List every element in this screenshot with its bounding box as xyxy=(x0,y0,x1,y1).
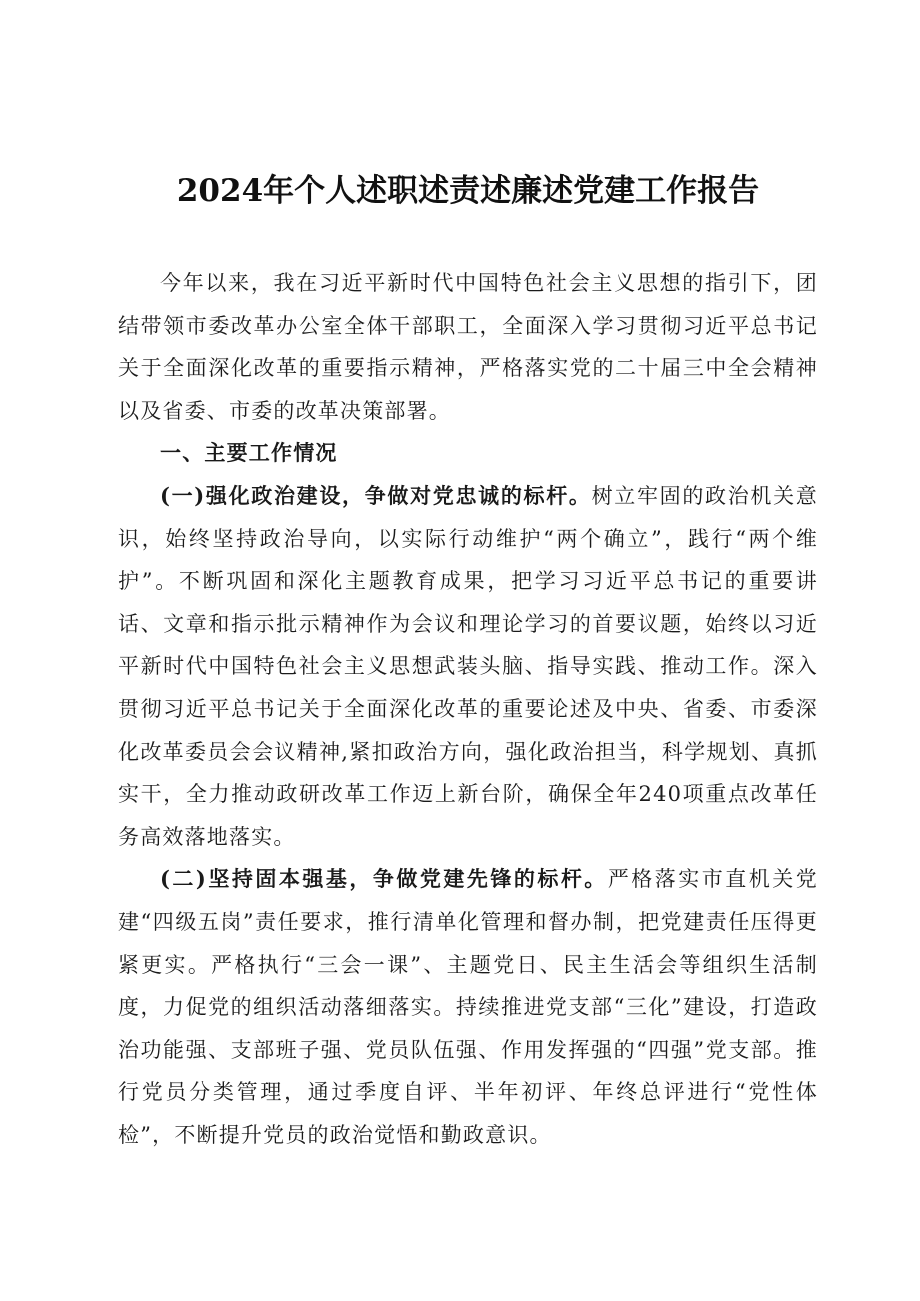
document-body xyxy=(118,262,818,1156)
item-2-body: 严格落实市直机关党建“四级五岗”责任要求，推行清单化管理和督办制，把党建责任压得更紧更实。严格执行“三会一课”、主题党日、民主生活会等组织生活制度，力促党的组织活动落细落实。持续推进党支部“三化”建设，打造政治功能强、支部班子强、党员队伍强、作用发挥强的“四强”党支部。推行党员分类管理，通过季度自评、半年初评、年终总评进行“党性体检”，不断提升党员的政治觉悟和勤政意识。 xyxy=(118,867,818,1147)
intro-paragraph: 今年以来，我在习近平新时代中国特色社会主义思想的指引下，团结带领市委改革办公室全体干部职工，全面深入学习贯彻习近平总书记关于全面深化改革的重要指示精神，严格落实党的二十届三中全会精神以及省委、市委的改革决策部署。 xyxy=(118,271,818,423)
item-1-paragraph xyxy=(118,475,818,858)
document-title: 2024年个人述职述责述廉述党建工作报告 xyxy=(176,173,760,209)
item-2-lead: (二)坚持固本强基，争做党建先锋的标杆。 xyxy=(160,866,608,892)
item-1-lead: (一)强化政治建设，争做对党忠诚的标杆。 xyxy=(160,482,592,508)
item-2-paragraph xyxy=(118,858,818,1156)
section-heading-main-work: 一、主要工作情况 xyxy=(160,440,338,466)
item-1-body: 树立牢固的政治机关意识，始终坚持政治导向，以实际行动维护“两个确立”，践行“两个维护”。不断巩固和深化主题教育成果，把学习习近平总书记的重要讲话、文章和指示批示精神作为会议和理论学习的首要议题，始终以习近平新时代中国特色社会主义思想武装头脑、指导实践、推动工作。深入贯彻习近平总书记关于全面深化改革的重要论述及中央、省委、市委深化改革委员会会议精神,紧扣政治方向，强化政治担当，科学规划、真抓实干，全力推动政研改革工作迈上新台阶，确保全年240项重点改革任务高效落地落实。 xyxy=(118,483,819,849)
